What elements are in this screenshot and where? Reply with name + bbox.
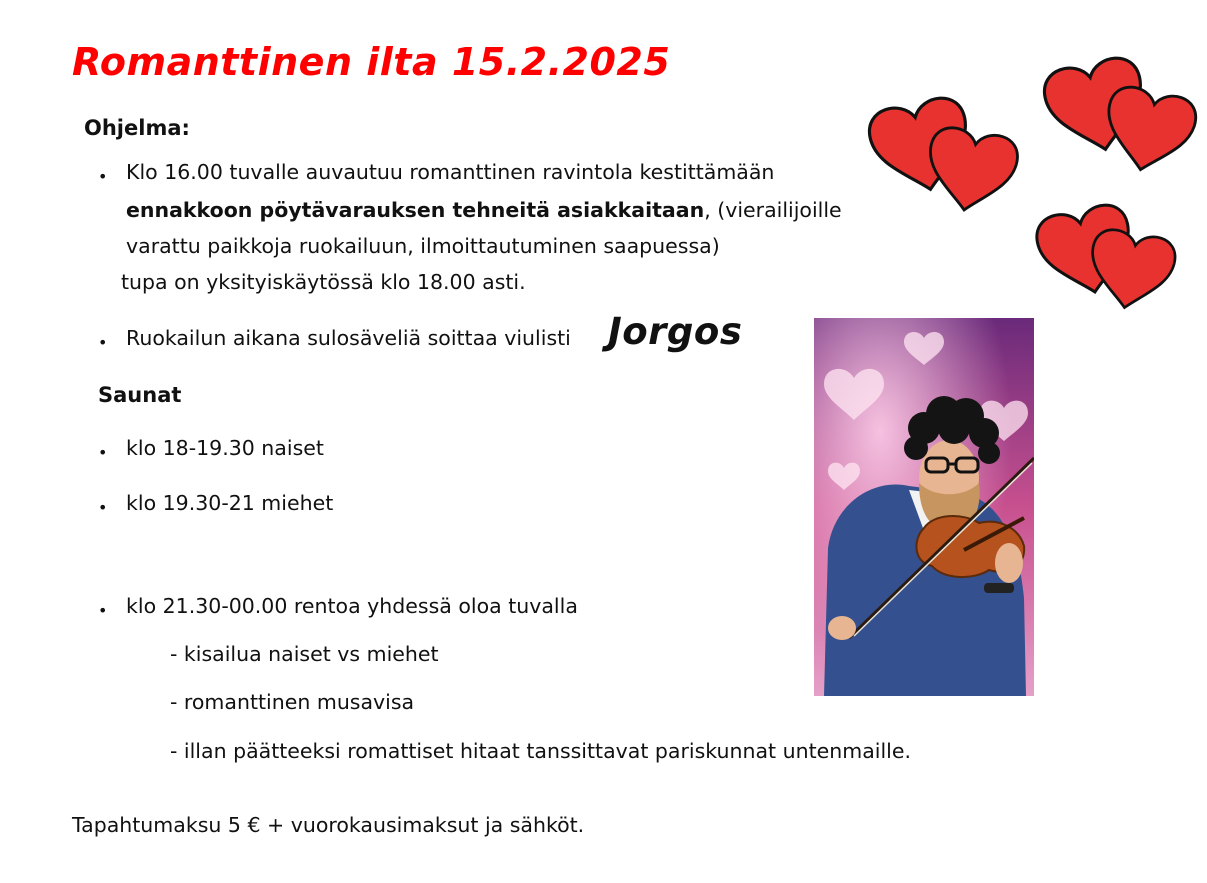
saunas-heading: Saunat (98, 383, 182, 407)
bullet: • (98, 167, 108, 186)
sauna-item-2: klo 19.30-21 miehet (126, 491, 334, 515)
heart-icon (921, 124, 1021, 217)
evening-sub-1: - kisailua naiset vs miehet (170, 642, 439, 666)
page-title: Romanttinen ilta 15.2.2025 (72, 40, 671, 84)
program-item1-line1: Klo 16.00 tuvalle auvautuu romanttinen ravintola kestittämään (126, 160, 775, 184)
bullet: • (98, 333, 108, 352)
hearts-decoration (860, 40, 1207, 320)
program-item1-bold: ennakkoon pöytävarauksen tehneitä asiakkaitaan (126, 198, 705, 222)
program-item1-line2-rest: , (vierailijoille (704, 198, 842, 222)
program-heading: Ohjelma: (84, 116, 190, 140)
bullet: • (98, 498, 108, 517)
heart-icon (1098, 83, 1200, 179)
evening-sub-3: - illan päätteeksi romattiset hitaat tanssittavat pariskunnat untenmaille. (170, 739, 911, 763)
bullet: • (98, 601, 108, 620)
bullet: • (98, 443, 108, 462)
violinist-name: Jorgos (608, 310, 743, 353)
heart-icon (1084, 227, 1179, 315)
sauna-item-1: klo 18-19.30 naiset (126, 436, 324, 460)
event-fee: Tapahtumaksu 5 € + vuorokausimaksut ja sähköt. (72, 813, 585, 837)
violinist-photo (814, 318, 1034, 696)
program-item1-line3: varattu paikkoja ruokailuun, ilmoittautuminen saapuessa) (126, 234, 720, 258)
program-item1-line2 (126, 198, 842, 222)
program-item1-line4: tupa on yksityiskäytössä klo 18.00 asti. (121, 270, 526, 294)
evening-main: klo 21.30-00.00 rentoa yhdessä oloa tuvalla (126, 594, 578, 618)
evening-sub-2: - romanttinen musavisa (170, 690, 415, 714)
program-item2-text: Ruokailun aikana sulosäveliä soittaa viulisti (126, 326, 571, 350)
